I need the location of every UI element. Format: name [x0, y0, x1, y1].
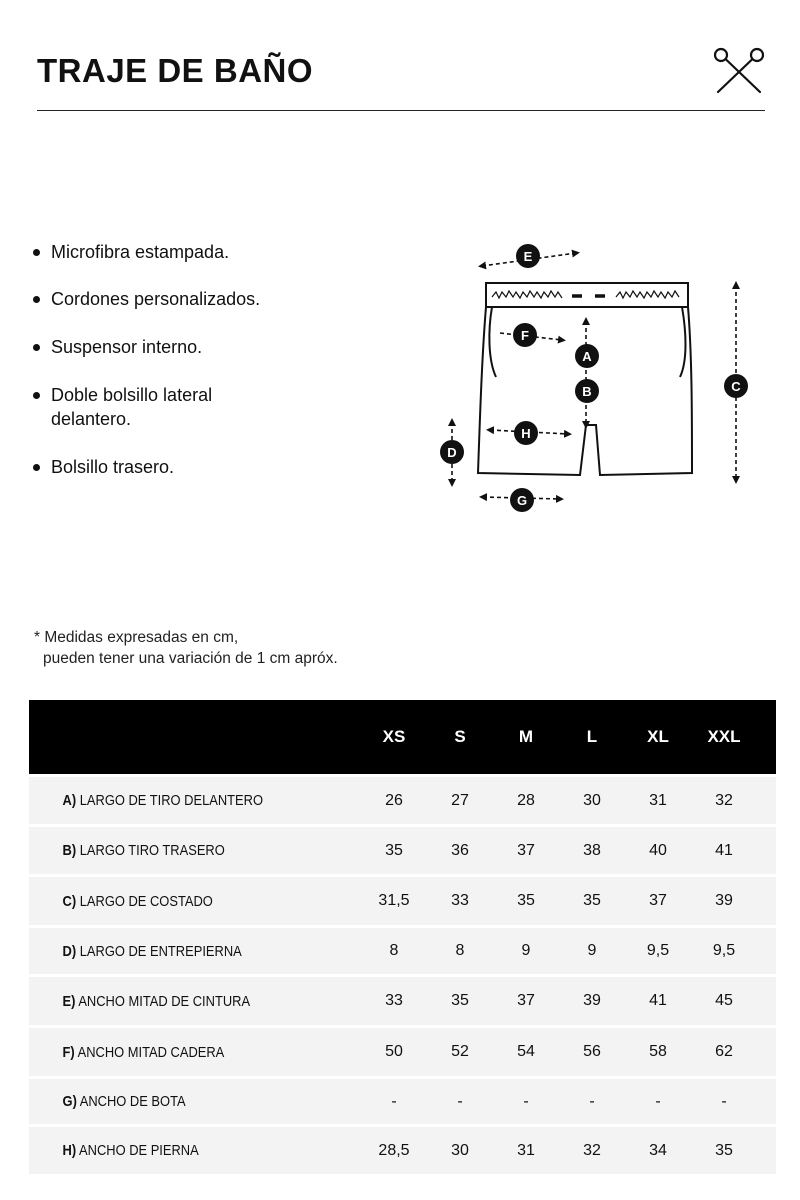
table-cell: 9,5	[712, 942, 736, 959]
measurement-key: B)	[62, 842, 77, 859]
measurement-label	[29, 842, 315, 859]
svg-text:C: C	[731, 379, 741, 394]
table-cell: 45	[715, 992, 733, 1009]
feature-item: Cordones personalizados.	[33, 287, 363, 311]
table-cell: 30	[583, 791, 601, 809]
marker-B	[575, 379, 599, 403]
table-cell: 32	[715, 791, 733, 809]
measurement-name: LARGO DE COSTADO	[79, 892, 213, 910]
measurement-label	[29, 943, 315, 960]
table-cell: 35	[385, 841, 403, 859]
table-cell: 58	[649, 1043, 667, 1060]
table-cell: 9,5	[646, 942, 670, 959]
table-row	[29, 1127, 776, 1174]
table-cell: 37	[517, 992, 535, 1009]
measurement-key: C)	[62, 892, 77, 910]
table-row	[29, 977, 776, 1025]
table-cell: 8	[455, 942, 465, 959]
size-header-s: S	[454, 727, 466, 746]
table-cell: 9	[587, 942, 597, 959]
svg-text:E: E	[523, 249, 533, 264]
feature-item: Bolsillo trasero.	[33, 455, 363, 479]
table-cell: -	[589, 1092, 595, 1110]
table-cell: 56	[583, 1043, 601, 1060]
measurement-key: A)	[62, 792, 77, 809]
measurement-key: G)	[62, 1093, 77, 1110]
measurement-label	[29, 1093, 315, 1110]
measurement-name: ANCHO DE BOTA	[79, 1093, 186, 1110]
feature-list	[33, 240, 363, 503]
table-row	[29, 877, 776, 925]
marker-D	[440, 440, 464, 464]
marker-G	[510, 488, 534, 512]
table-cell: 30	[451, 1141, 469, 1159]
size-header-xl: XL	[647, 727, 669, 746]
table-cell: 39	[583, 992, 601, 1009]
svg-text:A: A	[582, 349, 592, 364]
table-cell: 33	[451, 892, 469, 909]
table-cell: 40	[649, 841, 667, 859]
measurement-name: LARGO DE TIRO DELANTERO	[79, 792, 264, 809]
table-cell: 28,5	[378, 1141, 410, 1159]
table-cell: 54	[517, 1043, 535, 1060]
table-cell: 41	[715, 841, 733, 859]
marker-A	[575, 344, 599, 368]
table-cell: 33	[385, 992, 403, 1009]
table-cell: 31,5	[378, 892, 410, 909]
table-row	[29, 827, 776, 874]
measurement-name: ANCHO MITAD CADERA	[77, 1043, 225, 1061]
table-cell: 34	[649, 1141, 667, 1159]
measurement-label	[29, 1142, 315, 1159]
table-cell: 31	[649, 791, 667, 809]
svg-text:F: F	[521, 328, 529, 343]
svg-text:D: D	[447, 445, 457, 460]
size-header-xxl: XXL	[707, 727, 741, 746]
size-header-xs: XS	[382, 727, 406, 746]
table-row	[29, 777, 776, 824]
feature-item: Microfibra estampada.	[33, 240, 363, 264]
feature-item: Suspensor interno.	[33, 335, 363, 359]
table-cell: 35	[451, 992, 469, 1009]
table-cell: 37	[517, 841, 535, 859]
shorts-measurement-diagram	[430, 235, 760, 525]
table-cell: -	[721, 1092, 727, 1110]
measurement-label	[29, 993, 315, 1010]
note-line-2: pueden tener una variación de 1 cm apróx.	[43, 650, 338, 667]
marker-F	[513, 323, 537, 347]
size-table-header	[29, 700, 776, 774]
measurement-name: LARGO DE ENTREPIERNA	[79, 942, 242, 960]
measurement-note	[34, 627, 338, 669]
table-cell: 27	[451, 791, 469, 809]
table-cell: 32	[583, 1141, 601, 1159]
table-cell: 35	[715, 1141, 733, 1159]
measurement-key: F)	[62, 1043, 75, 1061]
note-line-1: * Medidas expresadas en cm,	[34, 629, 239, 646]
table-row	[29, 1028, 776, 1076]
shorts-outline	[478, 283, 692, 475]
table-cell: 35	[583, 892, 601, 909]
measurement-name: ANCHO MITAD DE CINTURA	[78, 992, 251, 1010]
table-cell: 26	[385, 791, 403, 809]
table-cell: 31	[517, 1141, 535, 1159]
table-cell: 9	[521, 942, 531, 959]
table-cell: 8	[389, 942, 399, 959]
measurement-label	[29, 1044, 315, 1061]
table-cell: 39	[715, 892, 733, 909]
table-cell: -	[655, 1092, 661, 1110]
table-cell: 28	[517, 791, 535, 809]
table-cell: 62	[715, 1043, 733, 1060]
table-cell: 52	[451, 1043, 469, 1060]
marker-H	[514, 421, 538, 445]
size-table	[29, 700, 776, 1174]
table-cell: 37	[649, 892, 667, 909]
table-row	[29, 928, 776, 974]
size-header-l: L	[586, 727, 598, 746]
table-cell: -	[523, 1092, 529, 1110]
measurement-name: LARGO TIRO TRASERO	[79, 842, 225, 859]
size-header-m: M	[518, 727, 534, 746]
table-row	[29, 1079, 776, 1124]
svg-text:G: G	[516, 493, 528, 508]
page-title: TRAJE DE BAÑO	[37, 52, 314, 89]
table-cell: 36	[451, 841, 469, 859]
header-divider	[37, 110, 765, 111]
measurement-key: E)	[62, 992, 76, 1010]
table-cell: 38	[583, 841, 601, 859]
measurement-label	[29, 893, 315, 910]
measurement-name: ANCHO DE PIERNA	[79, 1142, 199, 1159]
measurement-label	[29, 792, 315, 809]
table-cell: -	[457, 1092, 463, 1110]
table-cell: 35	[517, 892, 535, 909]
measurement-key: H)	[62, 1142, 77, 1159]
table-cell: 41	[649, 992, 667, 1009]
scissors-icon	[712, 44, 766, 94]
svg-text:H: H	[521, 426, 531, 441]
marker-E	[516, 244, 540, 268]
measurement-key: D)	[62, 942, 77, 960]
svg-text:B: B	[582, 384, 592, 399]
feature-item: Doble bolsillo lateral delantero.	[33, 383, 363, 431]
table-cell: 50	[385, 1043, 403, 1060]
marker-C	[724, 374, 748, 398]
table-cell: -	[391, 1092, 397, 1110]
